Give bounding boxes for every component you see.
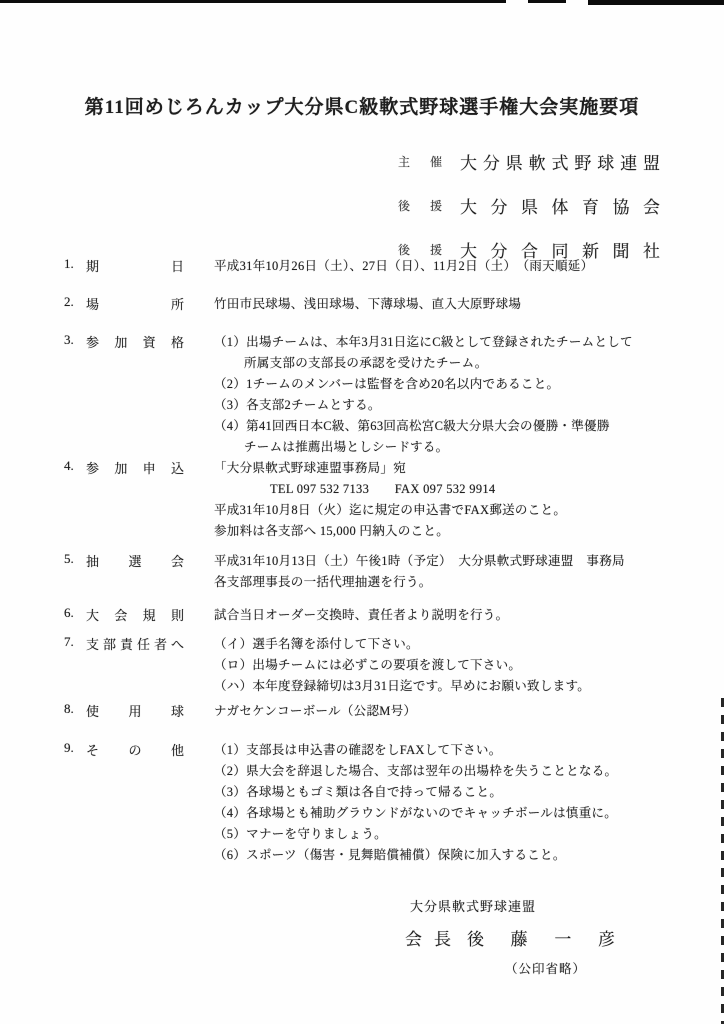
item-line: 所属支部の支部長の承認を受けたチーム。: [244, 356, 488, 370]
signature-president: [405, 925, 615, 950]
list-item-eligibility: [64, 332, 692, 458]
item-label: 抽選会: [86, 554, 184, 569]
signature-note: （公印省略）: [505, 962, 587, 976]
organizer-name: 大分合同新聞社: [460, 242, 660, 261]
item-number: 6.: [64, 605, 74, 620]
item-line: （3）各球場ともゴミ類は各自で持って帰ること。: [214, 785, 503, 799]
item-line: ナガセケンコーボール（公認M号）: [214, 704, 417, 718]
organizer-role: 主催: [398, 155, 442, 169]
signature-org: 大分県軟式野球連盟: [410, 899, 537, 914]
scan-artifact-top-bar: [0, 0, 506, 3]
item-line: （5）マナーを守りましょう。: [214, 827, 387, 841]
item-list: [64, 256, 692, 866]
item-line: （1）支部長は申込書の確認をしFAXして下さい。: [214, 743, 502, 757]
item-line: 平成31年10月13日（土）午後1時（予定） 大分県軟式野球連盟 事務局: [214, 554, 625, 568]
item-line: 「大分県軟式野球連盟事務局」宛: [214, 461, 407, 475]
item-label: 場所: [86, 297, 184, 312]
item-line: チームは推薦出場としシードする。: [244, 440, 449, 454]
item-label: 参加申込: [86, 461, 184, 476]
item-line: （6）スポーツ（傷害・見舞賠償補償）保険に加入すること。: [214, 848, 566, 862]
item-number: 7.: [64, 634, 74, 649]
item-line: （ロ）出場チームには必ずこの要項を渡して下さい。: [214, 658, 522, 672]
scan-artifact-top-bar: [528, 0, 566, 3]
item-line: （4）第41回西日本C級、第63回高松宮C級大分県大会の優勝・準優勝: [214, 419, 610, 433]
scan-artifact-top-bar: [588, 0, 724, 5]
item-line: 竹田市民球場、浅田球場、下薄球場、直入大原野球場: [214, 297, 522, 311]
item-number: 4.: [64, 458, 74, 473]
organizer-role: 後援: [398, 243, 442, 257]
item-label: その他: [86, 743, 184, 758]
item-label: 支部責任者へ: [86, 637, 184, 652]
list-item-lottery: [64, 551, 692, 593]
organizer-name: 大分県軟式野球連盟: [460, 154, 660, 173]
list-item-venue: [64, 294, 692, 315]
page-title: 第11回めじろんカップ大分県C級軟式野球選手権大会実施要項: [84, 97, 640, 118]
list-item-date: [64, 256, 692, 277]
item-label: 大会規則: [86, 608, 184, 623]
signature-role: 会長: [405, 930, 451, 949]
item-line: （3）各支部2チームとする。: [214, 398, 381, 412]
list-item-branch-managers: [64, 634, 692, 697]
item-number: 5.: [64, 551, 74, 566]
organizer-row: [398, 149, 660, 174]
organizer-name: 大分県体育協会: [460, 198, 660, 217]
organizer-role: 後援: [398, 199, 442, 213]
item-line: 各支部理事長の一括代理抽選を行う。: [214, 575, 432, 589]
item-label: 参加資格: [86, 335, 184, 350]
organizer-row: [398, 193, 660, 218]
item-label: 期日: [86, 259, 184, 274]
item-line: （4）各球場とも補助グラウンドがないのでキャッチボールは慎重に。: [214, 806, 618, 820]
item-line: （2）1チームのメンバーは監督を含め20名以内であること。: [214, 377, 560, 391]
list-item-rules: [64, 605, 692, 626]
item-line: 参加料は各支部へ 15,000 円納入のこと。: [214, 524, 450, 538]
item-number: 2.: [64, 294, 74, 309]
item-line: （1）出場チームは、本年3月31日迄にC級として登録されたチームとして: [214, 335, 633, 349]
signature-block: [405, 896, 615, 977]
list-item-other: [64, 740, 692, 866]
item-line: 平成31年10月26日（土）、27日（日）、11月2日（土） （雨天順延）: [214, 259, 594, 273]
item-line: （イ）選手名簿を添付して下さい。: [214, 637, 419, 651]
item-line: 平成31年10月8日（火）迄に規定の申込書でFAX郵送のこと。: [214, 503, 567, 517]
item-number: 1.: [64, 256, 74, 271]
list-item-ball: [64, 701, 692, 722]
item-number: 9.: [64, 740, 74, 755]
item-number: 8.: [64, 701, 74, 716]
item-line-phone: TEL 097 532 7133 FAX 097 532 9914: [270, 482, 496, 496]
item-label: 使用球: [86, 704, 184, 719]
item-line: （ハ）本年度登録締切は3月31日迄です。早めにお願い致します。: [214, 679, 591, 693]
signature-name: 後藤一彦: [467, 930, 615, 949]
item-number: 3.: [64, 332, 74, 347]
item-line: 試合当日オーダー交換時、責任者より説明を行う。: [214, 608, 509, 622]
item-line: （2）県大会を辞退した場合、支部は翌年の出場枠を失うこととなる。: [214, 764, 618, 778]
list-item-application: [64, 458, 692, 542]
